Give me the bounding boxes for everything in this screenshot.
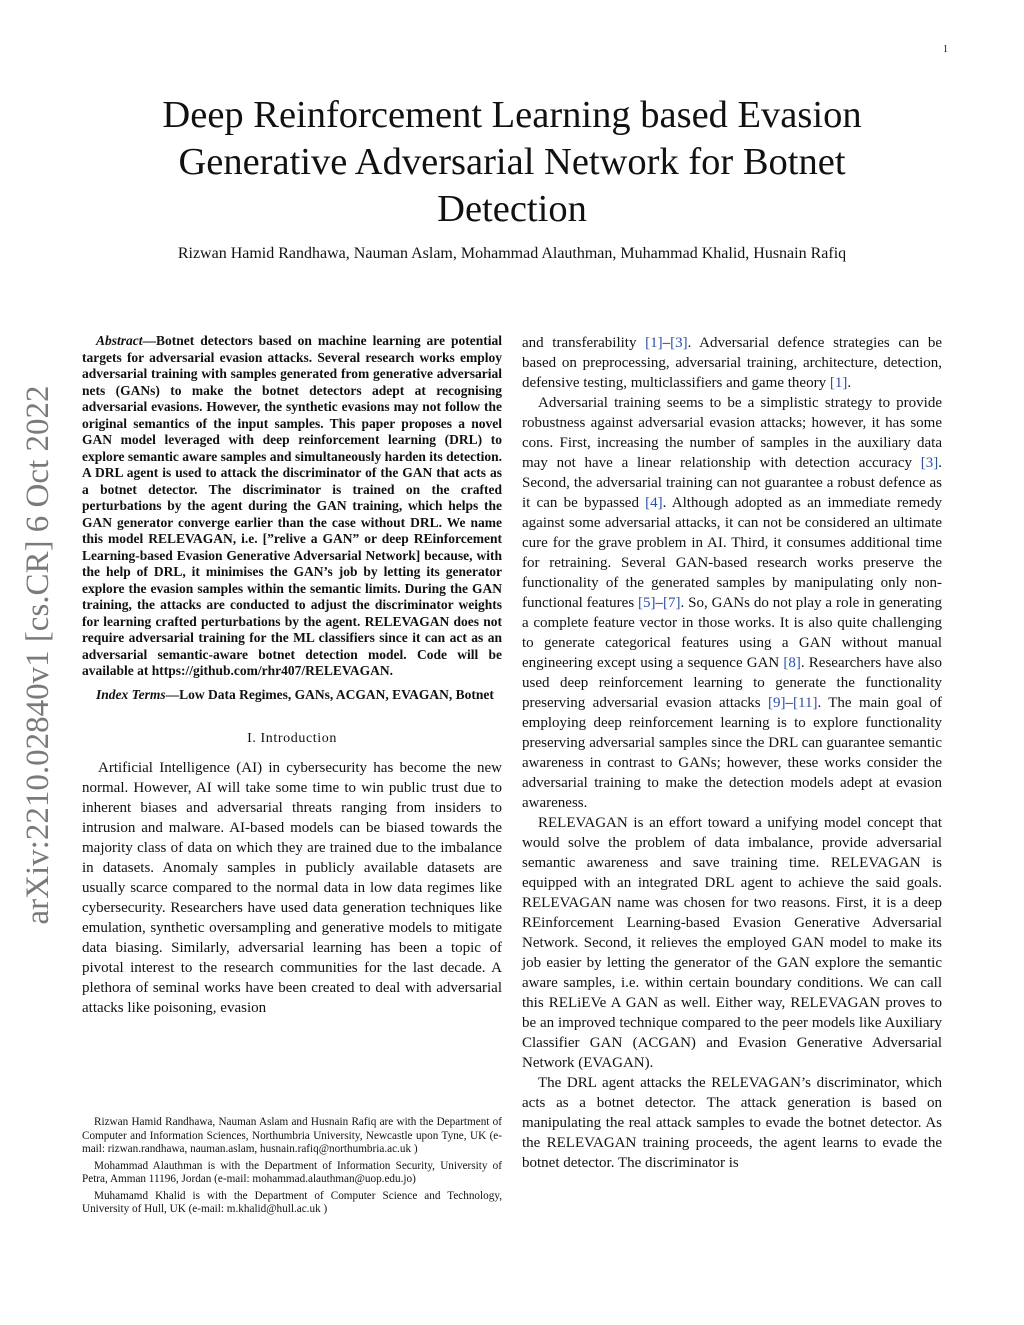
- abstract-label: Abstract: [96, 333, 143, 348]
- citation-link[interactable]: [9]: [768, 695, 786, 711]
- intro-paragraph-4: RELEVAGAN is an effort toward a unifying model concept that would solve the problem of data imbalance, provide adversarial semantic awareness and save training time. RELEVAGAN is equipped with an integrated DRL agent to achieve the said goals. RELEVAGAN name was chosen for two reasons. First, it is a deep REinforcement Learning-based Evasion Generative Adversarial Network. Second, it relieves the employed GAN model to make its job easier by letting the generator of the GAN explore the semantic aware samples, i.e. within certain boundary conditions. We can call this RELiEVe A GAN as well. Either way, RELEVAGAN proves to be an improved technique compared to the peer models like Auxiliary Classifier GAN (ACGAN) and Evasion Generative Adversarial Network (EVAGAN).: [522, 815, 942, 1071]
- text-run: . Researchers have also used deep reinforcement learning to generate the functionality preserving adversarial evasion attacks: [522, 655, 943, 711]
- citation-link[interactable]: [7]: [663, 595, 681, 611]
- abstract: [82, 333, 502, 680]
- right-column: [522, 333, 942, 1173]
- text-run: Adversarial training seems to be a simplistic strategy to provide robustness against adversarial evasion attacks; however, it has some cons. First, increasing the number of samples in the auxiliary data may not have a linear relationship with detection accuracy: [522, 395, 942, 471]
- arxiv-identifier-stamp: arXiv:2210.02840v1 [cs.CR] 6 Oct 2022: [20, 385, 56, 925]
- text-run: .: [847, 375, 852, 391]
- text-run: . Adversarial defence strategies can be based on preprocessing, adversarial training, architecture, detection, defensive testing, multiclassifiers and game theory: [522, 335, 943, 391]
- section-heading-introduction: I. Introduction: [247, 731, 337, 746]
- intro-paragraph-2: [522, 333, 942, 393]
- text-run: . So, GANs do not play a role in generating a complete feature vector in those works. It is also quite challenging to generate categorical features using a GAN without manual engineering except using a sequence GAN: [522, 595, 942, 671]
- intro-paragraph-3: [522, 393, 942, 813]
- index-terms-text: —Low Data Regimes, GANs, ACGAN, EVAGAN, Botnet: [165, 686, 494, 702]
- left-column: [82, 333, 502, 1018]
- index-terms-label: Index Terms: [96, 686, 166, 702]
- author-footnotes: [82, 1116, 502, 1220]
- abstract-text: —Botnet detectors based on machine learning are potential targets for adversarial evasion attacks. Several research works employ adversarial training with samples generated from generative adversarial nets (GANs) to make the botnet detectors adept at recognising adversarial evasions. However, the synthetic evasions may not follow the original semantics of the input samples. This paper proposes a novel GAN model leveraged with deep reinforcement learning (DRL) to explore semantic aware samples and simultaneously harden its detection. A DRL agent is used to attack the discriminator of the GAN that acts as a botnet detector. The discriminator is trained on the crafted perturbations by the agent during the GAN training, which helps the GAN generator converge earlier than the case without DRL. We name this model RELEVAGAN, i.e. [”relive a GAN” or deep REinforcement Learning-based Evasion Generative Adversarial Network] because, with the help of DRL, it minimises the GAN’s job by letting its generator explore the evasion samples within the semantic limits. During the GAN training, the attacks are conducted to adjust the discriminator weights for learning crafted perturbations by the agent. RELEVAGAN does not require adversarial training for the ML classifiers since it can act as an adversarial semantic-aware botnet detection model. Code will be available at https://github.com/rhr407/RELEVAGAN.: [82, 333, 502, 678]
- text-run: –: [662, 335, 671, 351]
- text-run: –: [785, 695, 793, 711]
- intro-paragraph-5: The DRL agent attacks the RELEVAGAN’s discriminator, which acts as a botnet detector. The attack generation is based on manipulating the real attack samples to evade the botnet detector. As the RELEVAGAN training proceeds, the agent learns to evade the botnet detector. The discriminator is: [522, 1075, 942, 1171]
- page-number: 1: [943, 44, 948, 55]
- author-list: Rizwan Hamid Randhawa, Nauman Aslam, Mohammad Alauthman, Muhammad Khalid, Husnain Rafiq: [177, 245, 847, 262]
- text-run: . Although adopted as an immediate remedy against some adversarial attacks, it can not be considered an ultimate cure for the grave problem in AI. Third, it consumes additional time for retraining. Several GAN-based research works preserve the functionality of the generated samples by manipulating only non-functional features: [522, 495, 942, 611]
- citation-link[interactable]: [8]: [783, 655, 801, 671]
- footnote-3: Muhamamd Khalid is with the Department of Computer Science and Technology, University of Hull, UK (e-mail: m.khalid@hull.ac.uk ): [82, 1189, 502, 1215]
- paper-title: Deep Reinforcement Learning based Evasion Generative Adversarial Network for Botnet Detection: [162, 94, 862, 230]
- footnote-1: Rizwan Hamid Randhawa, Nauman Aslam and Husnain Rafiq are with the Department of Computer and Information Sciences, Northumbria University, Newcastle upon Tyne, UK (e-mail: rizwan.randhawa, nauman.aslam, husnain.rafiq@northumbria.ac.uk ): [82, 1116, 502, 1155]
- citation-link[interactable]: [4]: [645, 495, 663, 511]
- citation-link[interactable]: [3]: [920, 455, 939, 471]
- text-run: –: [655, 595, 664, 611]
- citation-link[interactable]: [5]: [638, 595, 656, 611]
- text-run: . Second, the adversarial training can not guarantee a robust defence as it can be bypassed: [522, 455, 942, 511]
- text-run: and transferability: [522, 335, 646, 351]
- footnote-2: Mohammad Alauthman is with the Department of Information Security, University of Petra, Amman 11196, Jordan (e-mail: mohammad.alauthman@uop.edu.jo): [82, 1159, 502, 1185]
- text-run: . The main goal of employing deep reinforcement learning is to explore functionality preserving adversarial samples since the DRL can guarantee semantic awareness in contrast to GANs; however, these works consider the adversarial training to make the detection models adept at evasion awareness.: [522, 695, 942, 811]
- intro-paragraph-1: Artificial Intelligence (AI) in cybersecurity has become the new normal. However, AI will take some time to win public trust due to inherent biases and adversarial threats ranging from insiders to intrusion and malware. AI-based models can be biased towards the majority class of data on which they are trained due to the imbalance in datasets. Anomaly samples in publicly available datasets are usually scarce compared to the normal data in low data regimes like cybersecurity. Researchers have used data generation techniques like emulation, synthetic oversampling and generative models to mitigate data biasing. Similarly, adversarial learning has been a topic of pivotal interest to the research communities for the last decade. A plethora of seminal works have been created to deal with adversarial attacks like poisoning, evasion: [82, 760, 502, 1016]
- citation-link[interactable]: [1]: [645, 335, 663, 351]
- citation-link[interactable]: [1]: [829, 375, 848, 391]
- citation-link[interactable]: [3]: [670, 335, 688, 351]
- citation-link[interactable]: [11]: [793, 695, 818, 711]
- index-terms: [82, 687, 502, 704]
